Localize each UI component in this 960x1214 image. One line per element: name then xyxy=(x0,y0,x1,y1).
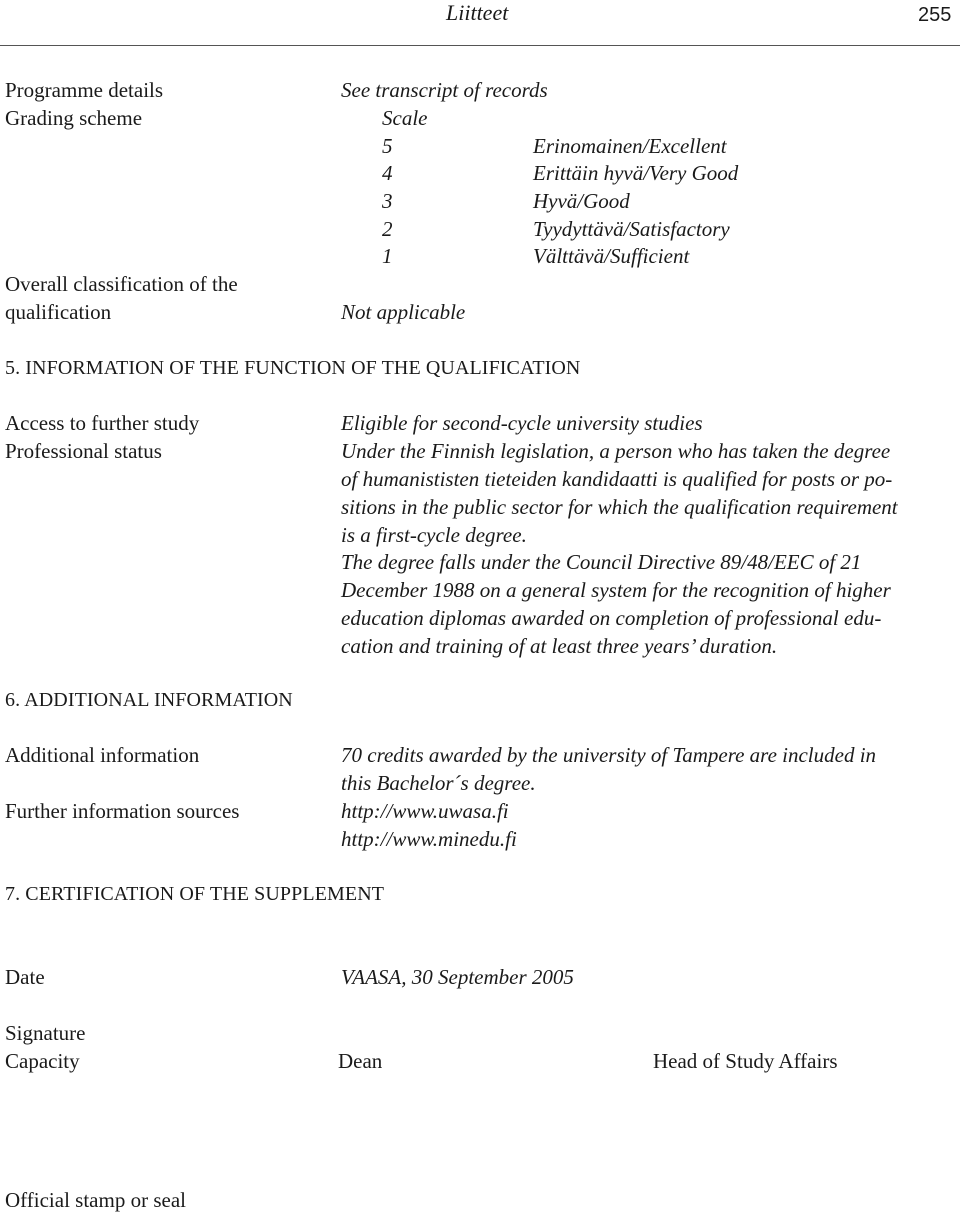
date-value: VAASA, 30 September 2005 xyxy=(341,965,574,989)
grade-number: 2 xyxy=(382,217,393,241)
grade-description: Hyvä/Good xyxy=(533,189,630,213)
directive-line: December 1988 on a general system for the recognition of higher xyxy=(341,578,891,602)
overall-classification-label-line1: Overall classification of the xyxy=(5,272,238,296)
section-5-heading: 5. INFORMATION OF THE FUNCTION OF THE QUALIFICATION xyxy=(5,357,581,379)
further-information-sources-label: Further information sources xyxy=(5,799,240,823)
date-label: Date xyxy=(5,965,45,989)
directive-line: The degree falls under the Council Directive 89/48/EEC of 21 xyxy=(341,550,862,574)
grade-description: Tyydyttävä/Satisfactory xyxy=(533,217,730,241)
grade-description: Välttävä/Sufficient xyxy=(533,244,690,268)
grade-description: Erinomainen/Excellent xyxy=(533,134,727,158)
official-stamp-label: Official stamp or seal xyxy=(5,1188,186,1212)
professional-status-line: is a first-cycle degree. xyxy=(341,523,527,547)
professional-status-label: Professional status xyxy=(5,439,162,463)
additional-information-label: Additional information xyxy=(5,743,200,767)
access-further-study-label: Access to further study xyxy=(5,411,200,435)
grade-number: 3 xyxy=(382,189,393,213)
grade-number: 1 xyxy=(382,244,393,268)
additional-information-line: this Bachelor´s degree. xyxy=(341,771,536,795)
header-rule xyxy=(0,45,960,46)
running-header-title: Liitteet xyxy=(446,0,509,25)
access-further-study-value: Eligible for second-cycle university studies xyxy=(341,411,703,435)
source-link-uwasa[interactable]: http://www.uwasa.fi xyxy=(341,799,509,823)
directive-line: education diplomas awarded on completion of professional edu- xyxy=(341,606,882,630)
page-number: 255 xyxy=(918,4,952,26)
capacity-dean: Dean xyxy=(338,1049,383,1073)
grade-description: Erittäin hyvä/Very Good xyxy=(533,161,739,185)
professional-status-line: Under the Finnish legislation, a person who has taken the degree xyxy=(341,439,891,463)
overall-classification-label-line2: qualification xyxy=(5,300,112,324)
professional-status-line: sitions in the public sector for which the qualification requirement xyxy=(341,495,898,519)
directive-line: cation and training of at least three years’ duration. xyxy=(341,634,778,658)
signature-label: Signature xyxy=(5,1021,86,1045)
additional-information-line: 70 credits awarded by the university of Tampere are included in xyxy=(341,743,877,767)
source-link-minedu[interactable]: http://www.minedu.fi xyxy=(341,827,517,851)
scale-label: Scale xyxy=(382,106,428,130)
section-6-heading: 6. ADDITIONAL INFORMATION xyxy=(5,689,293,711)
programme-details-label: Programme details xyxy=(5,78,164,102)
grade-number: 5 xyxy=(382,134,393,158)
grading-scheme-label: Grading scheme xyxy=(5,106,143,130)
section-7-heading: 7. CERTIFICATION OF THE SUPPLEMENT xyxy=(5,883,385,905)
programme-details-value: See transcript of records xyxy=(341,78,548,102)
grade-number: 4 xyxy=(382,161,393,185)
capacity-head-of-study-affairs: Head of Study Affairs xyxy=(653,1049,838,1073)
capacity-label: Capacity xyxy=(5,1049,80,1073)
overall-classification-value: Not applicable xyxy=(341,300,466,324)
professional-status-line: of humanististen tieteiden kandidaatti is qualified for posts or po- xyxy=(341,467,893,491)
